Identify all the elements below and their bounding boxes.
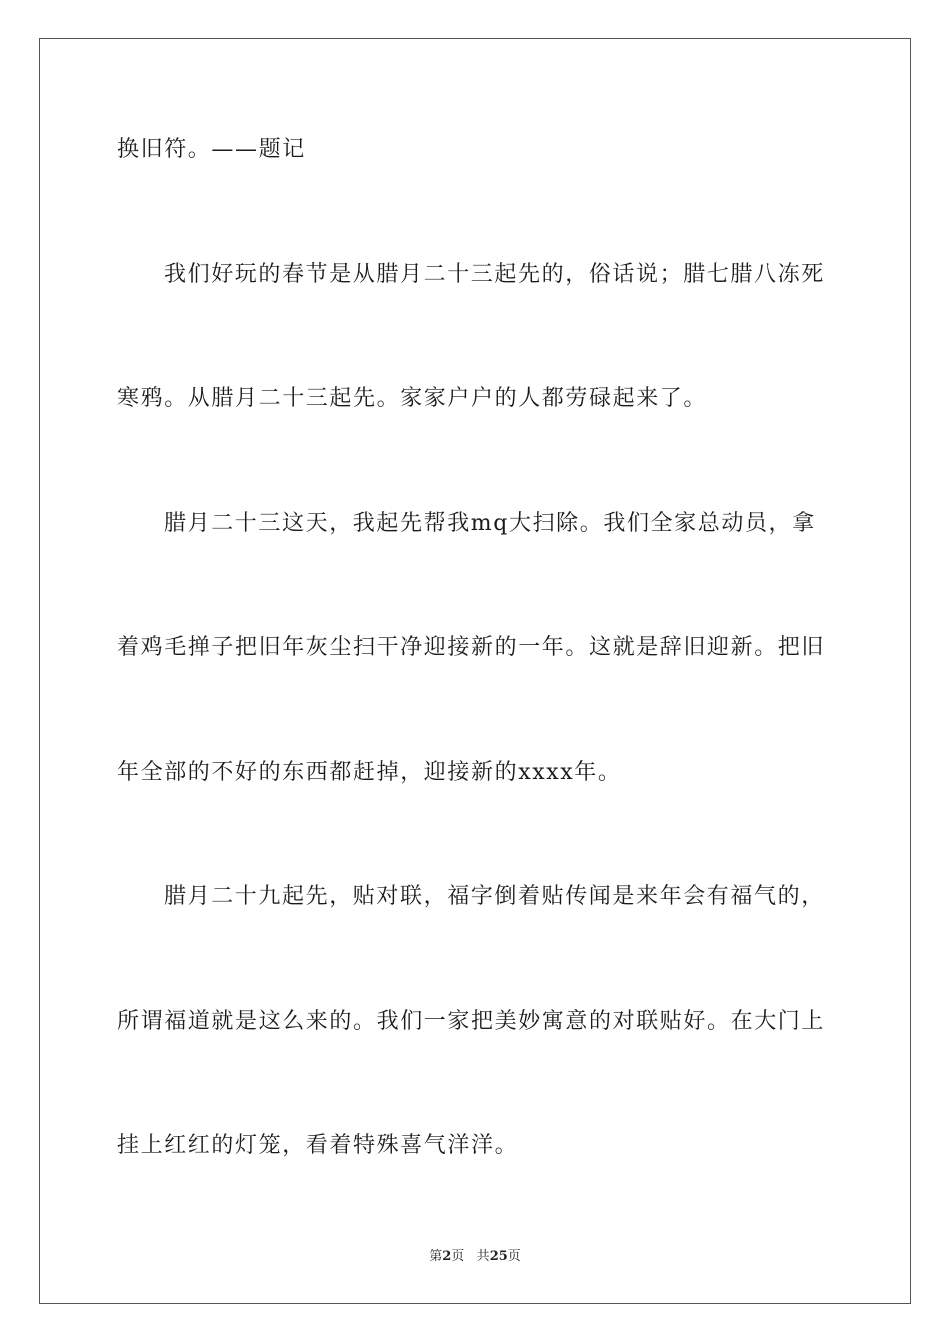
total-pages: 25 [489, 1249, 508, 1264]
text-line: 换旧符。——题记 [117, 137, 306, 162]
text-line: 寒鸦。从腊月二十三起先。家家户户的人都劳碌起来了。 [117, 386, 708, 411]
total-prefix: 共 [476, 1249, 490, 1264]
page-footer [0, 1248, 950, 1266]
text-line: 挂上红红的灯笼，看着特殊喜气洋洋。 [117, 1133, 519, 1158]
total-suffix: 页 [507, 1249, 521, 1264]
text-line: 着鸡毛掸子把旧年灰尘扫干净迎接新的一年。这就是辞旧迎新。把旧 [117, 635, 826, 660]
text-line: 所谓福道就是这么来的。我们一家把美妙寓意的对联贴好。在大门上 [117, 1009, 826, 1034]
paragraph-start-line: 腊月二十九起先，贴对联，福字倒着贴传闻是来年会有福气的， [164, 884, 825, 909]
paragraph-start-line: 腊月二十三这天，我起先帮我mq大扫除。我们全家总动员，拿 [164, 511, 816, 536]
text-line: 年全部的不好的东西都赶掉，迎接新的xxxx年。 [117, 760, 622, 785]
paragraph-start-line: 我们好玩的春节是从腊月二十三起先的，俗话说；腊七腊八冻死 [164, 262, 825, 287]
page-border [39, 38, 911, 1304]
page-number: 2 [442, 1249, 452, 1264]
page-prefix: 第 [429, 1249, 443, 1264]
page-suffix: 页 [451, 1249, 465, 1264]
